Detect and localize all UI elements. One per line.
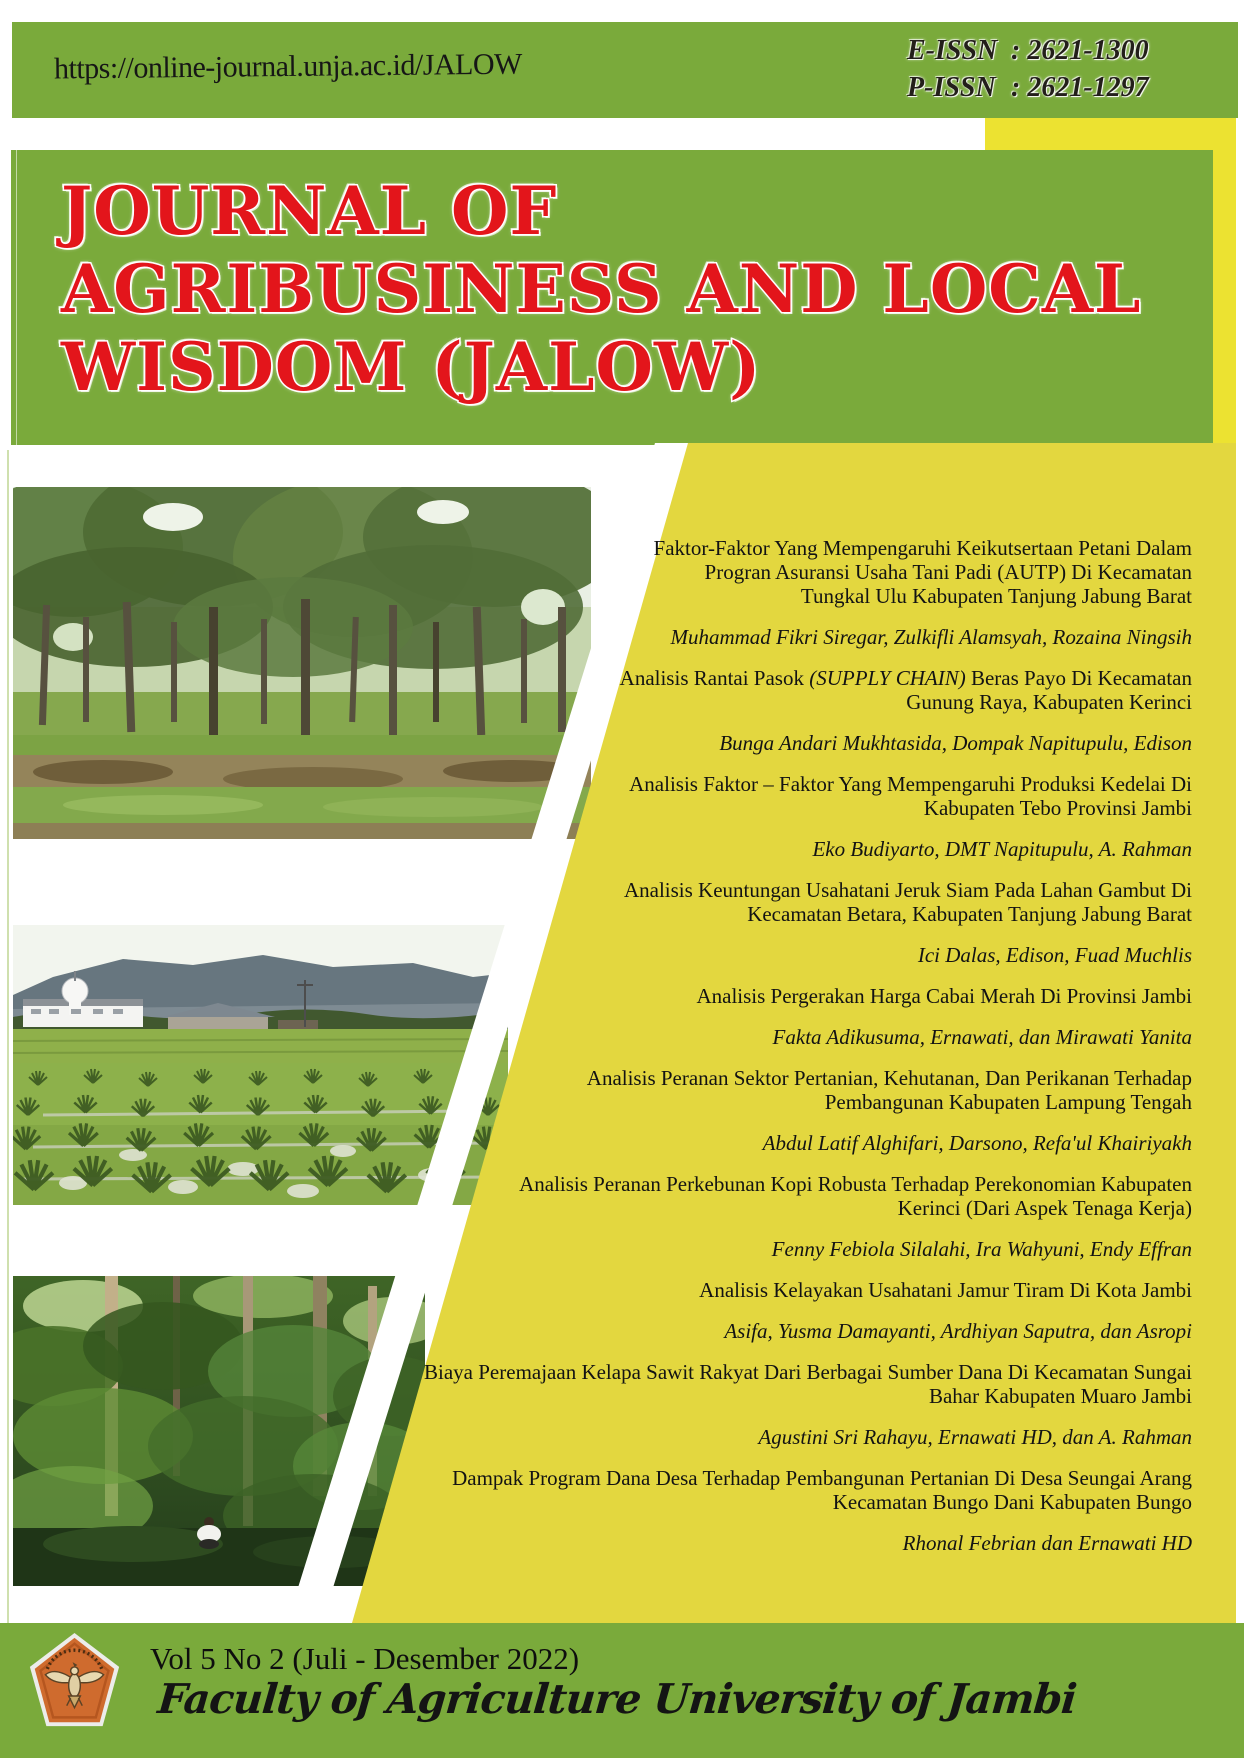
university-of-jambi-logo [26,1632,123,1729]
journal-url: https://online-journal.unja.ac.id/JALOW [53,47,523,86]
article-authors: Ici Dalas, Edison, Fuad Muchlis [917,943,1192,967]
journal-title-line1: JOURNAL OF [61,172,558,250]
article-authors: Agustini Sri Rahayu, Ernawati HD, dan A. Rahman [758,1425,1192,1449]
article-authors: Fenny Febiola Silalahi, Ira Wahyuni, Endy Effran [771,1237,1192,1261]
issn-box [907,32,1149,106]
article-entry [400,772,1192,861]
article-entry [400,878,1192,967]
article-title: Dampak Program Dana Desa Terhadap Pembangunan Pertanian Di Desa Seungai Arang Kecamatan Bungo Dani Kabupaten Bungo [452,1466,1192,1514]
pissn-row [907,69,1149,106]
article-title: Analisis Rantai Pasok (SUPPLY CHAIN) Beras Payo Di Kecamatan Gunung Raya, Kabupaten Kerinci [619,666,1192,714]
pissn-colon: : [1011,72,1021,103]
article-authors: Eko Budiyarto, DMT Napitupulu, A. Rahman [812,837,1192,861]
pissn-label: P-ISSN [907,72,996,103]
article-entry [400,1172,1192,1261]
article-authors: Rhonal Febrian dan Ernawati HD [902,1531,1192,1555]
article-title: Biaya Peremajaan Kelapa Sawit Rakyat Dari Berbagai Sumber Dana Di Kecamatan Sungai Bahar Kabupaten Muaro Jambi [424,1360,1192,1408]
eissn-row [907,32,1149,69]
article-title: Analisis Kelayakan Usahatani Jamur Tiram Di Kota Jambi [699,1278,1192,1302]
article-authors: Asifa, Yusma Damayanti, Ardhiyan Saputra, dan Asropi [724,1319,1192,1343]
article-entry [400,984,1192,1049]
article-entry [400,666,1192,755]
article-title: Analisis Peranan Sektor Pertanian, Kehutanan, Dan Perikanan Terhadap Pembangunan Kabupaten Lampung Tengah [586,1066,1192,1114]
left-margin-line [7,450,9,1623]
journal-title [61,172,1141,406]
title-block-fold-line [16,150,17,445]
article-authors: Abdul Latif Alghifari, Darsono, Refa'ul Khairiyakh [762,1131,1192,1155]
pissn-value: 2621-1297 [1027,72,1149,103]
eissn-label: E-ISSN [907,35,998,66]
journal-title-line3: WISDOM (JALOW) [61,328,762,406]
footer-bar [0,1623,1244,1758]
article-entry [400,1066,1192,1155]
table-of-contents [400,536,1192,1572]
title-block [11,150,1213,445]
article-entry [400,1360,1192,1449]
eissn-colon: : [1011,35,1021,66]
article-title: Analisis Faktor – Faktor Yang Mempengaruhi Produksi Kedelai Di Kabupaten Tebo Provinsi Jambi [629,772,1192,820]
article-title: Analisis Peranan Perkebunan Kopi Robusta Terhadap Perekonomian Kabupaten Kerinci (Dari Aspek Tenaga Kerja) [519,1172,1192,1220]
article-authors: Bunga Andari Mukhtasida, Dompak Napitupulu, Edison [719,731,1192,755]
article-title: Faktor-Faktor Yang Mempengaruhi Keikutsertaan Petani Dalam Progran Asuransi Usaha Tani Padi (AUTP) Di Kecamatan Tungkal Ulu Kabupaten Tanjung Jabung Barat [653,536,1192,608]
header-bar [12,22,1238,118]
article-title: Analisis Pergerakan Harga Cabai Merah Di Provinsi Jambi [696,984,1192,1008]
eissn-value: 2621-1300 [1027,35,1149,66]
article-authors: Muhammad Fikri Siregar, Zulkifli Alamsyah, Rozaina Ningsih [670,625,1192,649]
article-entry [400,536,1192,649]
volume-issue-text: Vol 5 No 2 (Juli - Desember 2022) [150,1641,580,1676]
article-authors: Fakta Adikusuma, Ernawati, dan Mirawati Yanita [772,1025,1192,1049]
article-entry [400,1278,1192,1343]
article-entry [400,1466,1192,1555]
article-title: Analisis Keuntungan Usahatani Jeruk Siam Pada Lahan Gambut Di Kecamatan Betara, Kabupaten Tanjung Jabung Barat [623,878,1192,926]
journal-title-line2: AGRIBUSINESS AND LOCAL [61,250,1142,328]
faculty-text: Faculty of Agriculture University of Jambi [155,1675,1079,1723]
